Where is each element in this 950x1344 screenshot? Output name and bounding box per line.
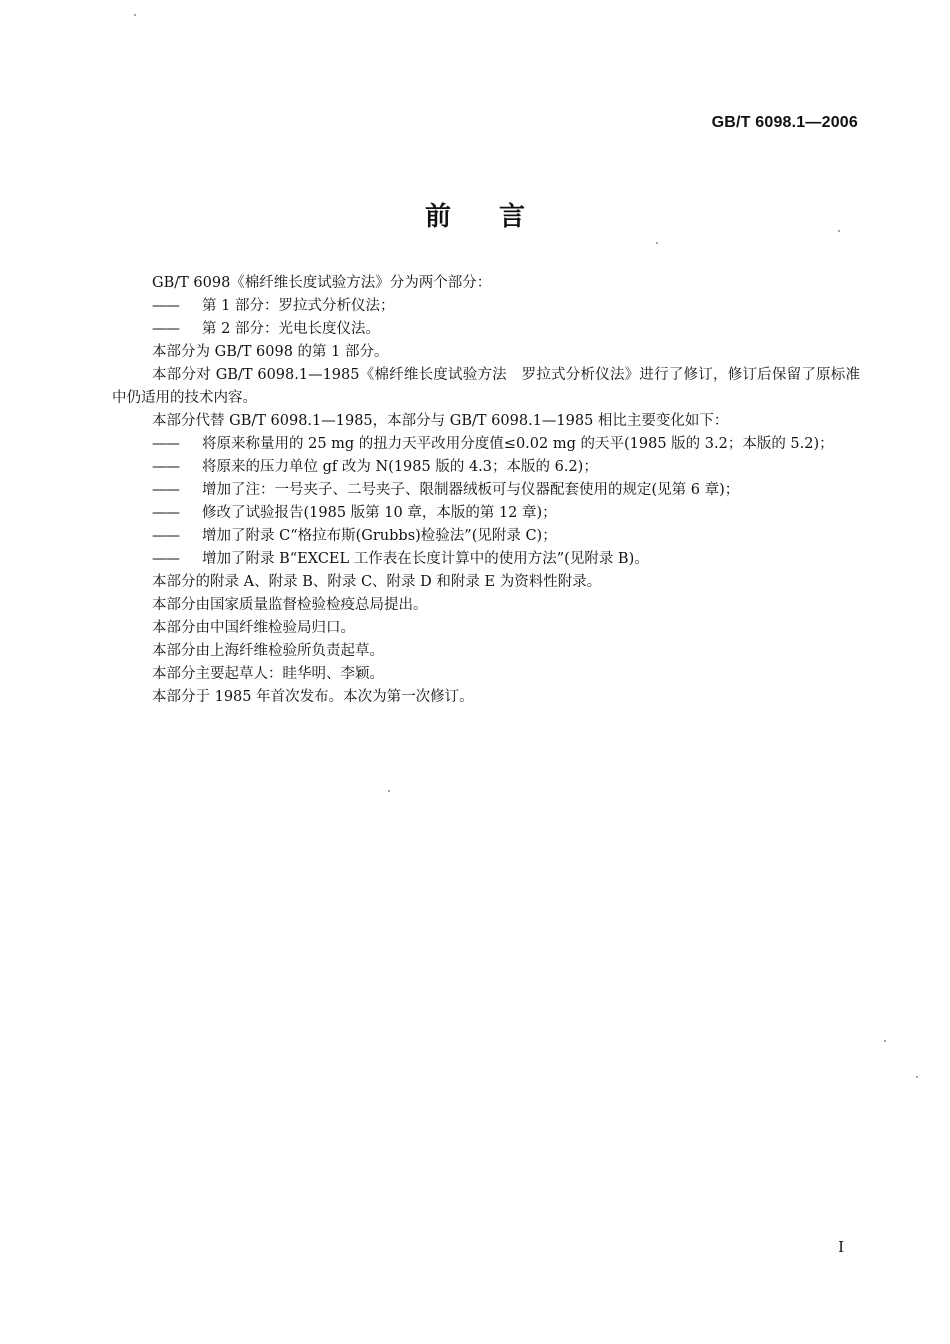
list-item-text: 增加了附录 C“格拉布斯(Grubbs)检验法”(见附录 C)； <box>202 528 557 544</box>
paragraph-centralized-by: 本部分由中国纤维检验局归口。 <box>152 620 355 636</box>
paragraph-changes-intro: 本部分代替 GB/T 6098.1—1985，本部分与 GB/T 6098.1—1985 相比主要变化如下： <box>152 413 729 429</box>
dash-mark: —— <box>152 459 179 475</box>
dash-mark: —— <box>152 298 179 314</box>
paragraph-scope: 本部分为 GB/T 6098 的第 1 部分。 <box>152 344 389 360</box>
foreword-body <box>112 272 860 709</box>
list-item-change6 <box>112 548 860 571</box>
scan-speck <box>134 14 136 16</box>
standard-code: GB/T 6098.1—2006 <box>711 114 858 131</box>
paragraph-history: 本部分于 1985 年首次发布。本次为第一次修订。 <box>152 689 474 705</box>
list-item-change5 <box>112 525 860 548</box>
dash-mark: —— <box>152 482 179 498</box>
dash-mark: —— <box>152 528 179 544</box>
list-item-text: 第 1 部分：罗拉式分析仪法； <box>202 298 395 314</box>
dash-mark: —— <box>152 505 179 521</box>
paragraph-drafters: 本部分主要起草人：眭华明、李颖。 <box>152 666 384 682</box>
list-item-change2 <box>112 456 860 479</box>
list-item-text: 增加了注：一号夹子、二号夹子、限制器绒板可与仪器配套使用的规定(见第 6 章)； <box>202 482 740 498</box>
scan-speck <box>388 790 390 792</box>
list-item-change1 <box>112 433 860 456</box>
scan-speck <box>838 230 840 232</box>
dash-mark: —— <box>152 551 179 567</box>
paragraph-drafted-by: 本部分由上海纤维检验所负责起草。 <box>152 643 384 659</box>
scan-speck <box>884 1040 886 1042</box>
page-title: 前言 <box>424 202 573 232</box>
list-item-text: 第 2 部分：光电长度仪法。 <box>202 321 380 337</box>
list-item-change3 <box>112 479 860 502</box>
list-item-change4 <box>112 502 860 525</box>
paragraph-proposed-by: 本部分由国家质量监督检验检疫总局提出。 <box>152 597 428 613</box>
list-item-text: 将原来称量用的 25 mg 的扭力天平改用分度值≤0.02 mg 的天平(1985 版的 3.2；本版的 5.2)； <box>202 436 834 452</box>
dash-mark: —— <box>152 436 179 452</box>
scan-speck <box>916 1076 918 1078</box>
paragraph-revision: 本部分对 GB/T 6098.1—1985《棉纤维长度试验方法 罗拉式分析仪法》进行了修订，修订后保留了原标准中仍适用的技术内容。 <box>112 367 860 406</box>
list-item-text: 修改了试验报告(1985 版第 10 章，本版的第 12 章)； <box>202 505 557 521</box>
paragraph-intro: GB/T 6098《棉纤维长度试验方法》分为两个部分： <box>152 275 492 291</box>
dash-mark: —— <box>152 321 179 337</box>
paragraph-appendices: 本部分的附录 A、附录 B、附录 C、附录 D 和附录 E 为资料性附录。 <box>152 574 602 590</box>
list-item-text: 增加了附录 B“EXCEL 工作表在长度计算中的使用方法”(见附录 B)。 <box>202 551 649 567</box>
list-item-text: 将原来的压力单位 gf 改为 N(1985 版的 4.3；本版的 6.2)； <box>202 459 598 475</box>
list-item-part2 <box>112 318 860 341</box>
list-item-part1 <box>112 295 860 318</box>
scan-speck <box>656 242 658 244</box>
page-number: I <box>838 1238 844 1256</box>
